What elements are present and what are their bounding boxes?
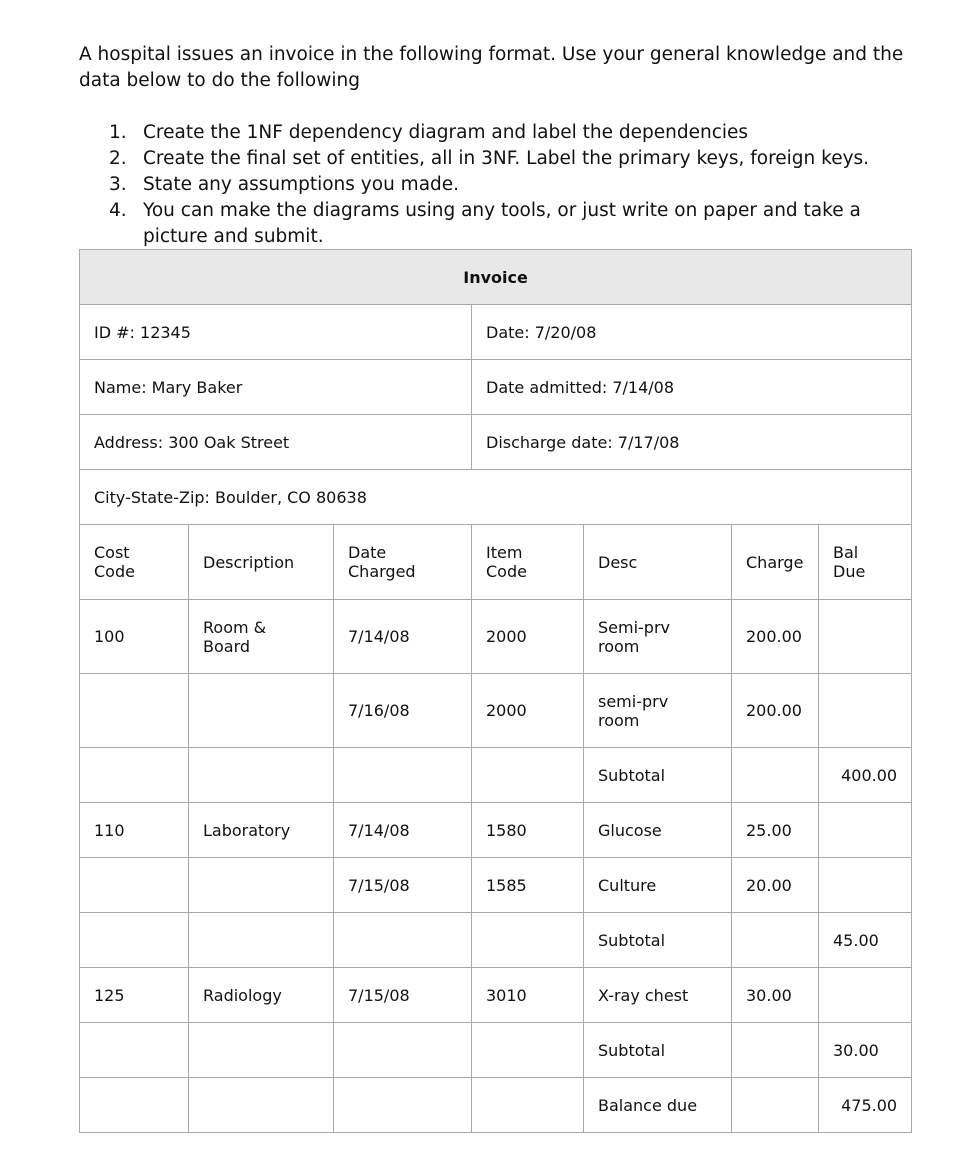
intro-paragraph: A hospital issues an invoice in the following format. Use your general knowledge and the data below to do the following [79, 44, 904, 91]
table-row [80, 913, 912, 968]
cell-charge [732, 1078, 819, 1133]
instruction-item [109, 172, 889, 198]
cell-bal-due [819, 674, 912, 748]
cell-item-code: 2000 [472, 600, 584, 674]
cell-desc: semi-prv room [584, 674, 732, 748]
cell-desc: Semi-prv room [584, 600, 732, 674]
cell-bal-due: 475.00 [819, 1078, 912, 1133]
cell-item-code: 1580 [472, 803, 584, 858]
cell-charge [732, 748, 819, 803]
col-header-cost-code: Cost Code [80, 525, 189, 600]
col-header-description: Description [189, 525, 334, 600]
cell-description [189, 1023, 334, 1078]
invoice-title: Invoice [80, 250, 912, 305]
cell-description: Laboratory [189, 803, 334, 858]
invoice-table [79, 249, 912, 1133]
cell-description [189, 858, 334, 913]
cell-cost-code [80, 858, 189, 913]
cell-bal-due: 30.00 [819, 1023, 912, 1078]
cell-date-charged: 7/14/08 [334, 803, 472, 858]
table-row [80, 600, 912, 674]
cell-bal-due [819, 858, 912, 913]
item-number: 2. [109, 148, 127, 169]
col-header-charge: Charge [732, 525, 819, 600]
table-row [80, 1078, 912, 1133]
col-header-item-code: Item Code [472, 525, 584, 600]
cell-charge: 20.00 [732, 858, 819, 913]
cell-cost-code [80, 1078, 189, 1133]
cell-charge: 25.00 [732, 803, 819, 858]
table-row [80, 858, 912, 913]
cell-date-charged: 7/15/08 [334, 968, 472, 1023]
col-header-desc: Desc [584, 525, 732, 600]
col-header-bal-due: Bal Due [819, 525, 912, 600]
cell-desc: Culture [584, 858, 732, 913]
cell-date-charged [334, 913, 472, 968]
cell-desc: Balance due [584, 1078, 732, 1133]
cell-date-charged [334, 748, 472, 803]
cell-cost-code [80, 1023, 189, 1078]
cell-cost-code [80, 748, 189, 803]
instructions [79, 42, 909, 247]
cell-cost-code: 110 [80, 803, 189, 858]
cell-date-charged: 7/16/08 [334, 674, 472, 748]
cell-bal-due: 400.00 [819, 748, 912, 803]
cell-cost-code [80, 674, 189, 748]
cell-date-charged [334, 1078, 472, 1133]
cell-bal-due [819, 803, 912, 858]
cell-cost-code: 100 [80, 600, 189, 674]
cell-item-code [472, 748, 584, 803]
table-row [80, 803, 912, 858]
instruction-item [109, 120, 889, 146]
cell-description: Radiology [189, 968, 334, 1023]
patient-name: Name: Mary Baker [80, 360, 472, 415]
item-text: State any assumptions you made. [143, 174, 460, 195]
table-row [80, 748, 912, 803]
cell-charge: 200.00 [732, 600, 819, 674]
cell-bal-due [819, 600, 912, 674]
cell-desc: Subtotal [584, 1023, 732, 1078]
instruction-item [109, 198, 889, 250]
cell-description [189, 913, 334, 968]
city-state-zip: City-State-Zip: Boulder, CO 80638 [80, 470, 912, 525]
invoice-date: Date: 7/20/08 [472, 305, 912, 360]
cell-charge [732, 913, 819, 968]
table-row [80, 674, 912, 748]
invoice-id: ID #: 12345 [80, 305, 472, 360]
cell-bal-due: 45.00 [819, 913, 912, 968]
cell-description [189, 748, 334, 803]
cell-cost-code [80, 913, 189, 968]
cell-charge [732, 1023, 819, 1078]
cell-desc: Glucose [584, 803, 732, 858]
date-admitted: Date admitted: 7/14/08 [472, 360, 912, 415]
instruction-item [109, 146, 889, 172]
cell-description [189, 1078, 334, 1133]
item-number: 4. [109, 200, 127, 221]
cell-bal-due [819, 968, 912, 1023]
cell-item-code: 2000 [472, 674, 584, 748]
table-row [80, 1023, 912, 1078]
col-header-date-charged: Date Charged [334, 525, 472, 600]
item-text: Create the 1NF dependency diagram and label the dependencies [143, 122, 749, 143]
item-text: You can make the diagrams using any tools, or just write on paper and take a picture and submit. [143, 200, 861, 247]
cell-item-code: 1585 [472, 858, 584, 913]
cell-cost-code: 125 [80, 968, 189, 1023]
cell-date-charged: 7/15/08 [334, 858, 472, 913]
cell-description [189, 674, 334, 748]
item-number: 1. [109, 122, 127, 143]
cell-item-code: 3010 [472, 968, 584, 1023]
discharge-date: Discharge date: 7/17/08 [472, 415, 912, 470]
cell-date-charged: 7/14/08 [334, 600, 472, 674]
cell-charge: 200.00 [732, 674, 819, 748]
cell-item-code [472, 1023, 584, 1078]
cell-item-code [472, 1078, 584, 1133]
item-text: Create the final set of entities, all in 3NF. Label the primary keys, foreign keys. [143, 148, 870, 169]
item-number: 3. [109, 174, 127, 195]
patient-address: Address: 300 Oak Street [80, 415, 472, 470]
cell-item-code [472, 913, 584, 968]
cell-date-charged [334, 1023, 472, 1078]
cell-desc: Subtotal [584, 748, 732, 803]
cell-description: Room & Board [189, 600, 334, 674]
instructions-list [109, 120, 889, 250]
cell-desc: X-ray chest [584, 968, 732, 1023]
table-row [80, 968, 912, 1023]
cell-desc: Subtotal [584, 913, 732, 968]
cell-charge: 30.00 [732, 968, 819, 1023]
